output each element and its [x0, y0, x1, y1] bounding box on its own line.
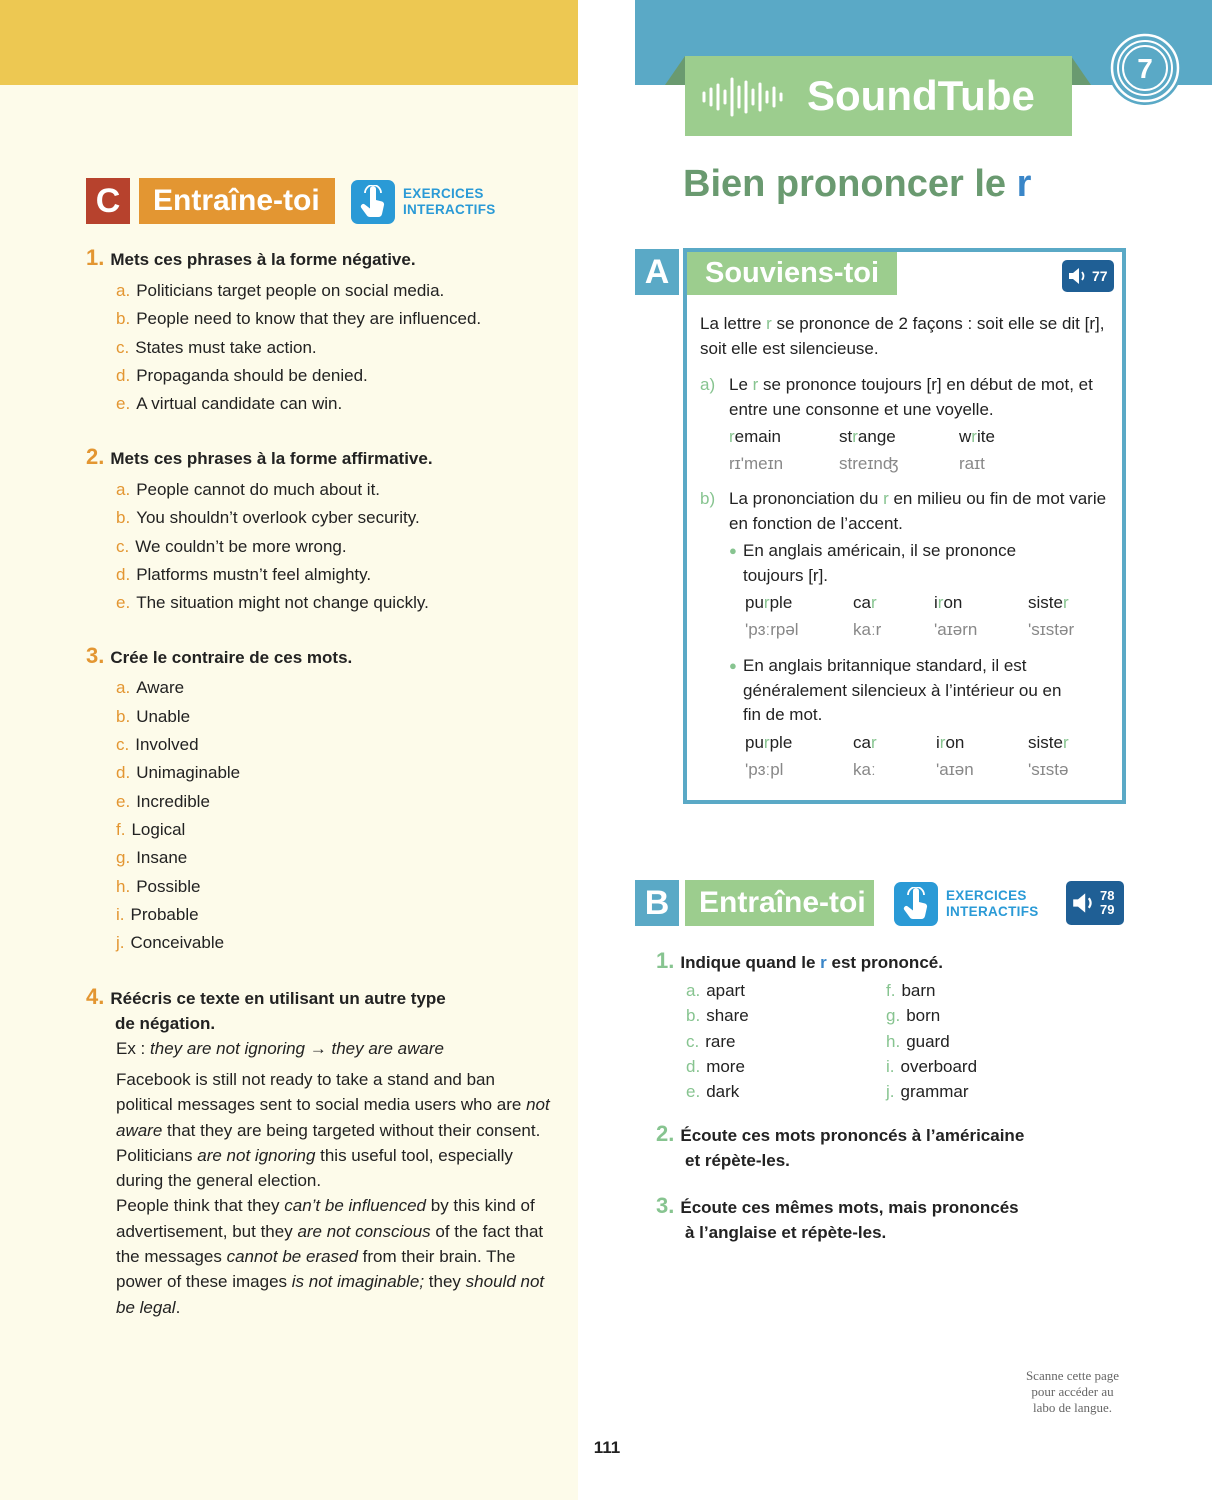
- list-item: j. Conceivable: [116, 933, 225, 952]
- section-b-question-2: 2. Écoute ces mots prononcés à l’américaine et répète-les.: [656, 1121, 1025, 1170]
- question-4-text: Facebook is still not ready to take a stand and ban political messages sent to social media users who are not aware that they are being targeted without their consent. Politicians are not ignoring this useful tool, especially during the general election. People think that they can’t be influenced by this kind of advertisement, but they are not conscious of the fact that the messages cannot be erased from their brain. The power of these images is not imaginable; they should not be legal.: [116, 1070, 550, 1317]
- section-a-title: Souviens-toi: [687, 252, 897, 295]
- list-item: i. Probable: [116, 905, 199, 924]
- section-a-letter: A: [635, 249, 679, 295]
- list-item: c. States must take action.: [116, 338, 317, 357]
- scan-note: Scanne cette page pour accéder au labo de langue.: [1025, 1368, 1120, 1415]
- example-word: write: [959, 427, 995, 446]
- list-item: c. Involved: [116, 735, 199, 754]
- list-item: f. barn: [886, 981, 936, 1000]
- list-item: f. Logical: [116, 820, 186, 839]
- audio-track-77-button[interactable]: 77: [1062, 260, 1114, 292]
- exercises-interactive-button[interactable]: [351, 180, 395, 224]
- list-item: e. Incredible: [116, 792, 210, 811]
- chapter-number: 7: [1137, 53, 1153, 84]
- list-item: e. dark: [686, 1082, 740, 1101]
- list-item: g. born: [886, 1006, 941, 1025]
- list-item: a. Politicians target people on social media.: [116, 281, 445, 300]
- question-2: 2. Mets ces phrases à la forme affirmative.: [86, 444, 433, 469]
- banner-fold-left: [665, 56, 685, 85]
- example-word: sister: [1028, 733, 1069, 752]
- list-item: g. Insane: [116, 848, 188, 867]
- phonetic: 'aɪərn: [934, 620, 978, 639]
- rule-a-label: a): [700, 375, 716, 394]
- section-b-question-1: 1. Indique quand le r est prononcé.: [656, 948, 943, 973]
- list-item: a. apart: [686, 981, 745, 1000]
- phonetic: 'sɪstər: [1028, 620, 1075, 639]
- list-item: j. grammar: [886, 1082, 969, 1101]
- example-word: iron: [936, 733, 965, 752]
- exercises-interactive-label[interactable]: EXERCICES INTERACTIFS: [403, 186, 496, 217]
- phonetic: kaː: [853, 760, 876, 779]
- phonetic: raɪt: [959, 454, 985, 473]
- bullet-british: En anglais britannique standard, il est généralement silencieux à l’intérieur ou en fin de mot.: [743, 656, 1062, 724]
- list-item: c. rare: [686, 1032, 736, 1051]
- phonetic: 'aɪən: [936, 760, 974, 779]
- sound-wave-icon: [701, 76, 787, 118]
- bullet-dot: ●: [729, 543, 737, 558]
- list-item: b. People need to know that they are influenced.: [116, 309, 482, 328]
- hand-pointer-icon: [901, 887, 931, 921]
- example-word: iron: [934, 593, 963, 612]
- question-3: 3. Crée le contraire de ces mots.: [86, 643, 353, 668]
- bullet-american: En anglais américain, il se prononce toujours [r].: [743, 541, 1017, 585]
- bullet-dot: ●: [729, 658, 737, 673]
- phonetic: streɪnʤ: [839, 454, 899, 473]
- rule-a-text: Le r se prononce toujours [r] en début de mot, et entre une consonne et une voyelle.: [729, 375, 1093, 419]
- rule-b-label: b): [700, 489, 716, 508]
- example-word: strange: [839, 427, 896, 446]
- banner-fold-right: [1071, 56, 1091, 85]
- example-word: purple: [745, 593, 793, 612]
- example-word: purple: [745, 733, 793, 752]
- section-c-letter: C: [86, 178, 130, 224]
- question-1: 1. Mets ces phrases à la forme négative.: [86, 245, 416, 270]
- list-item: h. Possible: [116, 877, 201, 896]
- soundtube-title: SoundTube: [807, 72, 1035, 119]
- list-item: e. A virtual candidate can win.: [116, 394, 343, 413]
- example-word: remain: [729, 427, 781, 446]
- speaker-icon: [1068, 267, 1088, 285]
- list-item: c. We couldn’t be more wrong.: [116, 537, 347, 556]
- soundtube-banner: [685, 56, 1072, 136]
- list-item: i. overboard: [886, 1057, 978, 1076]
- list-item: b. Unable: [116, 707, 191, 726]
- example-word: car: [853, 593, 877, 612]
- left-header-band: [0, 0, 578, 85]
- question-4-example: Ex : they are not ignoring → they are aware: [116, 1039, 444, 1058]
- example-word: sister: [1028, 593, 1069, 612]
- list-item: a. Aware: [116, 678, 185, 697]
- speaker-icon: [1072, 892, 1096, 914]
- phonetic: rɪ'meɪn: [729, 454, 784, 473]
- list-item: b. share: [686, 1006, 749, 1025]
- section-b-question-3: 3. Écoute ces mêmes mots, mais prononcés à l’anglaise et répète-les.: [656, 1193, 1019, 1242]
- list-item: h. guard: [886, 1032, 950, 1051]
- list-item: d. Platforms mustn’t feel almighty.: [116, 565, 372, 584]
- phonetic: 'pɜːrpəl: [745, 620, 799, 639]
- chapter-badge: [1105, 28, 1185, 108]
- audio-track-78-79-button[interactable]: 78 79: [1066, 881, 1124, 925]
- list-item: d. more: [686, 1057, 745, 1076]
- page-title: Bien prononcer le r: [683, 163, 1032, 205]
- list-item: a. People cannot do much about it.: [116, 480, 381, 499]
- phonetic: 'pɜːpl: [745, 760, 784, 779]
- question-4: 4. Réécris ce texte en utilisant un autre type de négation.: [86, 984, 446, 1033]
- phonetic: 'sɪstə: [1028, 760, 1069, 779]
- list-item: d. Propaganda should be denied.: [116, 366, 368, 385]
- exercises-interactive-button[interactable]: [894, 882, 938, 926]
- hand-pointer-icon: [358, 185, 388, 219]
- exercises-interactive-label[interactable]: EXERCICES INTERACTIFS: [946, 888, 1039, 919]
- list-item: b. You shouldn’t overlook cyber security.: [116, 508, 420, 527]
- section-c-title: Entraîne-toi: [139, 178, 335, 224]
- phonetic: kaːr: [853, 620, 882, 639]
- list-item: d. Unimaginable: [116, 763, 241, 782]
- page-number: 111: [593, 1438, 621, 1457]
- list-item: e. The situation might not change quickly.: [116, 593, 429, 612]
- section-a-intro: La lettre r se prononce de 2 façons : soit elle se dit [r], soit elle est silencieuse.: [700, 314, 1105, 358]
- rule-b-text: La prononciation du r en milieu ou fin de mot varie en fonction de l’accent.: [729, 489, 1107, 533]
- example-word: car: [853, 733, 877, 752]
- section-b-title: Entraîne-toi: [685, 880, 874, 926]
- section-b-letter: B: [635, 880, 679, 926]
